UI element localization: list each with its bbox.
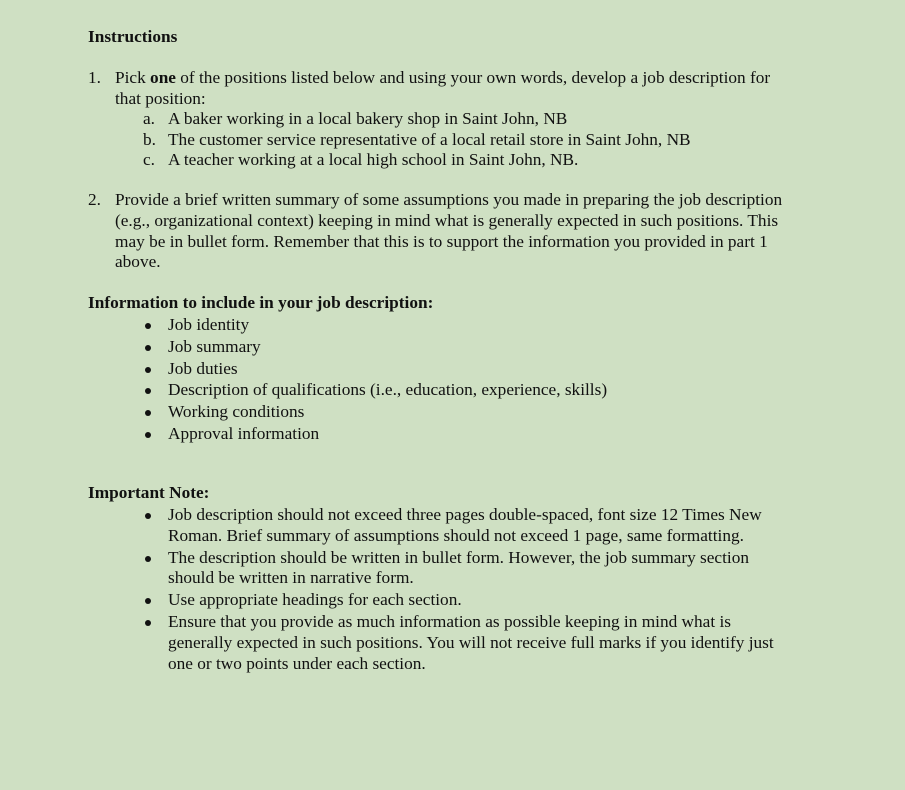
include-list [0, 315, 798, 445]
list-item: Ensure that you provide as much information as possible keeping in mind what is generally expected in such positions. You will not receive full marks if you identify just one or two points under each section. [0, 612, 798, 674]
list-item: Job identity [0, 315, 798, 336]
list-item: Job duties [0, 359, 798, 380]
sub-label: c. [143, 150, 155, 169]
instructions-heading: Instructions [88, 27, 178, 46]
sub-item-b [0, 130, 900, 150]
list-item: Job description should not exceed three pages double-spaced, font size 12 Times New Roman. Brief summary of assumptions should not exceed 1 page, same formatting. [0, 505, 798, 547]
important-note-heading: Important Note: [88, 483, 210, 502]
text: Pick [115, 68, 151, 87]
list-item: Job summary [0, 337, 798, 358]
list-item: Approval information [0, 424, 798, 445]
instruction-item-2: Provide a brief written summary of some assumptions you made in preparing the job description (e.g., organizational context) keeping in mind what is generally expected in such positions. This may be in bullet form. Remember that this is to support the information you provided in part 1 above. [115, 190, 783, 272]
text: of the positions listed below and using your own words, develop a job description for that position: [115, 68, 771, 108]
list-item: The description should be written in bullet form. However, the job summary section should be written in narrative form. [0, 548, 798, 590]
item-number: 1. [88, 68, 101, 87]
sub-text: The customer service representative of a local retail store in Saint John, NB [168, 130, 691, 149]
include-heading: Information to include in your job description: [88, 293, 434, 312]
sub-text: A teacher working at a local high school in Saint John, NB. [168, 150, 579, 169]
list-item: Working conditions [0, 402, 798, 423]
emphasis: one [150, 68, 176, 87]
sub-item-c [0, 150, 900, 170]
instruction-item-1 [115, 68, 787, 110]
sub-label: a. [143, 109, 155, 128]
list-item: Description of qualifications (i.e., education, experience, skills) [0, 380, 798, 401]
note-list [0, 505, 798, 674]
list-item: Use appropriate headings for each section. [0, 590, 798, 611]
sub-item-a [0, 109, 900, 129]
sub-label: b. [143, 130, 156, 149]
item-number: 2. [88, 190, 101, 209]
sub-text: A baker working in a local bakery shop in Saint John, NB [168, 109, 568, 128]
